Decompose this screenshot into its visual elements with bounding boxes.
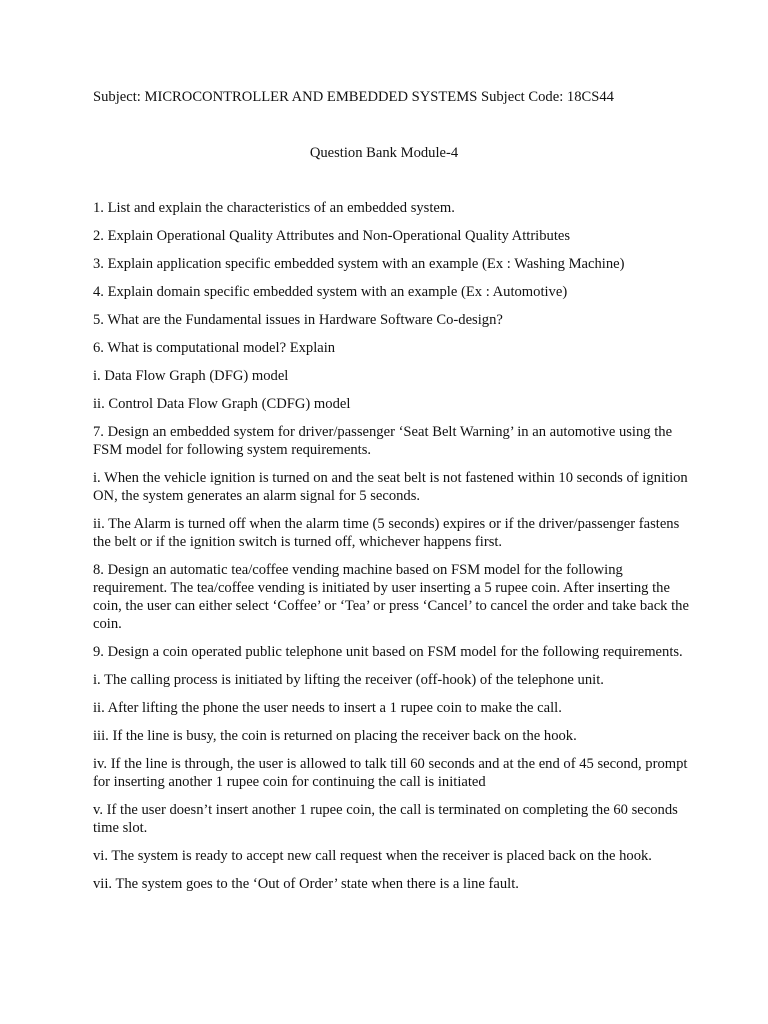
- question-6-part-ii: ii. Control Data Flow Graph (CDFG) model: [93, 396, 351, 412]
- question-6: 6. What is computational model? Explain: [93, 340, 336, 356]
- question-9: 9. Design a coin operated public telephone unit based on FSM model for the following requirements.: [93, 644, 683, 660]
- question-9-part-iv: iv. If the line is through, the user is allowed to talk till 60 seconds and at the end of 45 second, prompt for inserting another 1 rupee coin for continuing the call is initiated: [93, 756, 688, 790]
- question-1: 1. List and explain the characteristics of an embedded system.: [93, 200, 455, 216]
- question-9-part-v: v. If the user doesn’t insert another 1 rupee coin, the call is terminated on completing the 60 seconds time slot.: [93, 802, 678, 836]
- question-list: [93, 199, 693, 903]
- page-title: Question Bank Module-4: [309, 145, 459, 161]
- question-2: 2. Explain Operational Quality Attributes and Non-Operational Quality Attributes: [93, 228, 571, 244]
- question-9-part-ii: ii. After lifting the phone the user needs to insert a 1 rupee coin to make the call.: [93, 700, 562, 716]
- question-7-part-ii: ii. The Alarm is turned off when the alarm time (5 seconds) expires or if the driver/passenger fastens the belt or if the ignition switch is turned off, whichever happens first.: [93, 516, 680, 550]
- question-7-part-i: i. When the vehicle ignition is turned on and the seat belt is not fastened within 10 seconds of ignition ON, the system generates an alarm signal for 5 seconds.: [93, 470, 688, 504]
- question-9-part-i: i. The calling process is initiated by lifting the receiver (off-hook) of the telephone unit.: [93, 672, 604, 688]
- subject-line: Subject: MICROCONTROLLER AND EMBEDDED SYSTEMS Subject Code: 18CS44: [93, 89, 614, 105]
- question-7: 7. Design an embedded system for driver/passenger ‘Seat Belt Warning’ in an automotive using the FSM model for following system requirements.: [93, 424, 673, 458]
- question-8: 8. Design an automatic tea/coffee vending machine based on FSM model for the following requirement. The tea/coffee vending is initiated by user inserting a 5 rupee coin. After inserting the coin, the user can either select ‘Coffee’ or ‘Tea’ or press ‘Cancel’ to cancel the order and take back the coin.: [93, 562, 689, 632]
- question-4: 4. Explain domain specific embedded system with an example (Ex : Automotive): [93, 284, 568, 300]
- question-6-part-i: i. Data Flow Graph (DFG) model: [93, 368, 289, 384]
- question-3: 3. Explain application specific embedded system with an example (Ex : Washing Machine): [93, 256, 625, 272]
- question-9-part-iii: iii. If the line is busy, the coin is returned on placing the receiver back on the hook.: [93, 728, 577, 744]
- question-5: 5. What are the Fundamental issues in Hardware Software Co-design?: [93, 312, 503, 328]
- question-9-part-vii: vii. The system goes to the ‘Out of Order’ state when there is a line fault.: [93, 876, 519, 892]
- question-9-part-vi: vi. The system is ready to accept new call request when the receiver is placed back on the hook.: [93, 848, 652, 864]
